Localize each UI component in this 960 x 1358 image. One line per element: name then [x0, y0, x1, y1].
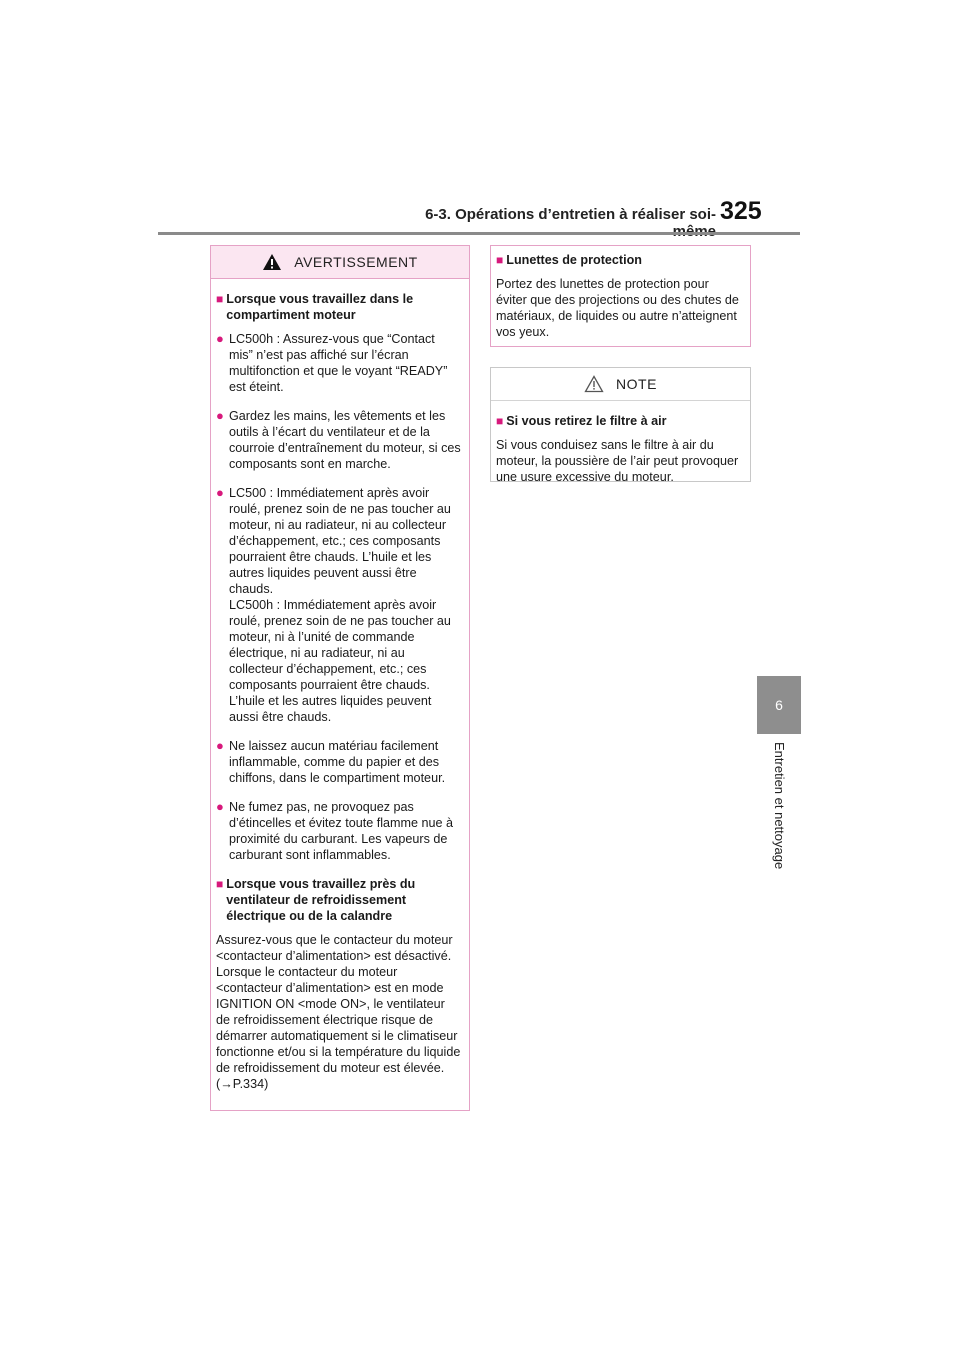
list-item	[216, 485, 461, 725]
section-heading: ■ Lorsque vous travaillez près du ventilateur de refroidissement électrique ou de la calandre	[216, 877, 416, 923]
section-heading: ■ Si vous retirez le filtre à air	[496, 414, 667, 428]
paragraph: Assurez-vous que le contacteur du moteur <contacteur d’alimentation> est désactivé.	[216, 933, 453, 963]
chapter-tab	[757, 676, 801, 734]
chapter-number: 6	[775, 697, 783, 713]
paragraph: Si vous conduisez sans le filtre à air du moteur, la poussière de l’air peut provoquer une usure excessive du moteur.	[496, 438, 739, 484]
section-title: 6-3. Opérations d’entretien à réaliser soi-	[425, 206, 716, 223]
list-item: ● LC500h : Assurez-vous que “Contact mis” n’est pas affiché sur l’écran multifonction et que le voyant “READY” est éteint.	[216, 331, 448, 394]
square-bullet-icon: ■	[216, 877, 224, 891]
square-bullet-icon: ■	[216, 292, 224, 306]
bullet-icon: ●	[216, 485, 224, 500]
square-bullet-icon: ■	[496, 414, 504, 428]
section-heading: ■ Lorsque vous travaillez dans le compartiment moteur	[216, 292, 414, 322]
bullet-icon: ●	[216, 738, 224, 753]
list-item: ● Ne fumez pas, ne provoquez pas d’étincelles et évitez toute flamme nue à proximité du carburant. Les vapeurs de carburant sont inflammables.	[216, 799, 454, 862]
square-bullet-icon: ■	[496, 253, 504, 267]
bullet-text: LC500h : Immédiatement après avoir roulé, prenez soin de ne pas toucher au moteur, ni à l’unité de commande électrique, ni au radiateur, ni au collecteur d’échappement, etc.; ces composants pourraient être chauds. L’huile et les autres liquides peuvent aussi être chauds.	[229, 598, 451, 724]
warning-box	[210, 245, 470, 1111]
page-number: 325	[720, 197, 762, 225]
chapter-label: Entretien et nettoyage	[772, 742, 787, 870]
list-item: ● Ne laissez aucun matériau facilement inflammable, comme du papier et des chiffons, dans le compartiment moteur.	[216, 738, 446, 785]
warning-triangle-icon	[262, 253, 282, 271]
list-item: ● Gardez les mains, les vêtements et les outils à l’écart du ventilateur et de la courroie d’entraînement du moteur, si ces composants sont en marche.	[216, 408, 461, 471]
caution-triangle-icon	[584, 375, 604, 393]
bullet-icon: ●	[216, 408, 224, 423]
warning-title: AVERTISSEMENT	[294, 254, 418, 270]
bullet-icon: ●	[216, 799, 224, 814]
paragraph: Lorsque le contacteur du moteur <contacteur d’alimentation> est en mode IGNITION ON <mode ON>, le ventilateur de refroidissement électrique risque de démarrer automatiquement si le climatiseur fonctionne et/ou si la température du liquide de refroidissement du moteur est élevée. (→P.334)	[216, 965, 461, 1091]
section-heading: ■ Lunettes de protection	[496, 253, 642, 267]
note-box	[490, 367, 751, 482]
protection-goggles-box	[490, 245, 751, 347]
bullet-icon: ●	[216, 331, 224, 346]
note-title: NOTE	[616, 376, 657, 392]
warning-header	[211, 246, 469, 279]
note-header	[491, 368, 750, 401]
bullet-text: LC500 : Immédiatement après avoir roulé, prenez soin de ne pas toucher au moteur, ni au radiateur, ni au collecteur d’échappement, etc.; ces composants pourraient être chauds. L’huile et les autres liquides peuvent aussi être chauds.	[229, 486, 451, 596]
header-rule	[158, 232, 800, 235]
paragraph: Portez des lunettes de protection pour éviter que des projections ou des chutes de matériaux, de liquides ou autre n’atteignent vos yeux.	[496, 277, 739, 339]
